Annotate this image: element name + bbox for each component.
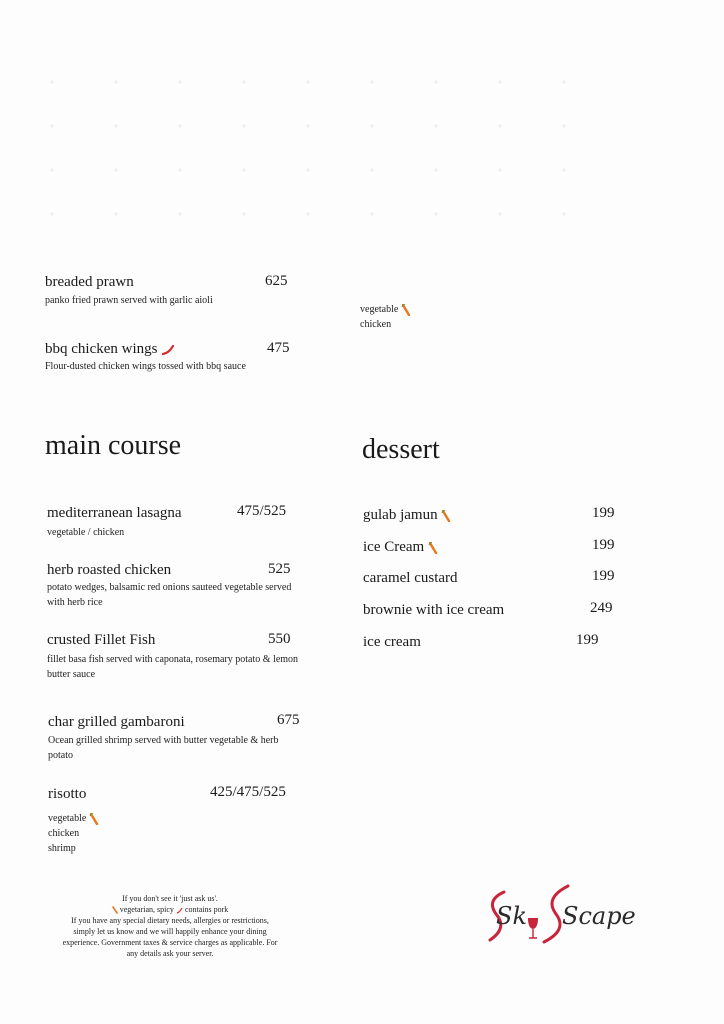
item-price: 425/475/525	[210, 784, 286, 800]
item-name: brownie with ice cream	[363, 602, 505, 618]
footer-legend	[40, 904, 300, 915]
footer-line: experience. Government taxes & service charges as applicable. For	[62, 938, 278, 947]
side-note	[360, 302, 460, 332]
footer-note	[40, 893, 300, 959]
chili-icon	[161, 344, 175, 356]
item-price: 199	[592, 568, 615, 584]
background-pattern	[20, 60, 580, 220]
item-price: 550	[268, 631, 291, 647]
logo-text-sky: Sk	[496, 902, 527, 930]
item-price: 199	[592, 537, 615, 553]
item-price: 625	[265, 273, 288, 289]
item-description: potato wedges, balsamic red onions sauteed vegetable served with herb rice	[47, 582, 292, 608]
carrot-icon	[89, 813, 99, 825]
carrot-icon	[112, 906, 118, 914]
item-options	[48, 811, 148, 856]
option-label: vegetable	[48, 813, 87, 824]
item-description: Ocean grilled shrimp served with butter vegetable & herb potato	[48, 735, 279, 761]
item-name: ice Cream	[363, 539, 425, 555]
footer-line: If you don't see it 'just ask us'.	[122, 894, 218, 903]
item-name: crusted Fillet Fish	[47, 632, 156, 648]
legend-pork: contains pork	[184, 905, 229, 914]
side-note-line1: vegetable	[360, 304, 399, 315]
item-name: caramel custard	[363, 570, 458, 586]
option-label: chicken	[48, 828, 80, 839]
chili-icon	[176, 907, 183, 914]
section-heading-dessert: dessert	[362, 434, 440, 465]
item-name: risotto	[48, 786, 87, 802]
item-price: 475	[267, 340, 290, 356]
item-price: 199	[576, 632, 599, 648]
item-price: 249	[590, 600, 613, 616]
item-description: Flour-dusted chicken wings tossed with bbq sauce	[45, 361, 246, 372]
footer-line: If you have any special dietary needs, allergies or restrictions,	[71, 916, 269, 925]
item-name: breaded prawn	[45, 274, 134, 290]
item-price: 675	[277, 712, 300, 728]
item-price: 475/525	[237, 503, 287, 519]
item-name-row	[45, 341, 175, 358]
side-note-line2: chicken	[360, 319, 392, 330]
item-name: char grilled gambaroni	[48, 714, 185, 730]
item-name: mediterranean lasagna	[47, 505, 182, 521]
carrot-icon	[401, 304, 411, 316]
item-name-row	[363, 507, 451, 524]
carrot-icon	[428, 542, 438, 554]
item-description: fillet basa fish served with caponata, rosemary potato & lemon butter sauce	[47, 654, 299, 680]
item-name-row	[363, 539, 438, 556]
logo-text-scape: Scape	[562, 902, 636, 930]
item-price: 199	[592, 505, 615, 521]
item-name: gulab jamun	[363, 507, 438, 523]
item-price: 525	[268, 561, 291, 577]
skyscape-logo	[482, 880, 642, 950]
item-description: panko fried prawn served with garlic aioli	[45, 295, 213, 306]
footer-line: simply let us know and we will happily enhance your dining	[73, 927, 267, 936]
item-description: vegetable / chicken	[47, 527, 125, 538]
footer-line: any details ask your server.	[126, 949, 214, 958]
item-name: ice cream	[363, 634, 421, 650]
carrot-icon	[441, 510, 451, 522]
legend-spicy: spicy	[157, 905, 174, 914]
item-name: bbq chicken wings	[45, 341, 158, 357]
legend-vegetarian: vegetarian,	[119, 905, 156, 914]
item-name: herb roasted chicken	[47, 562, 172, 578]
section-heading-main-course: main course	[45, 430, 182, 461]
option-label: shrimp	[48, 843, 76, 854]
